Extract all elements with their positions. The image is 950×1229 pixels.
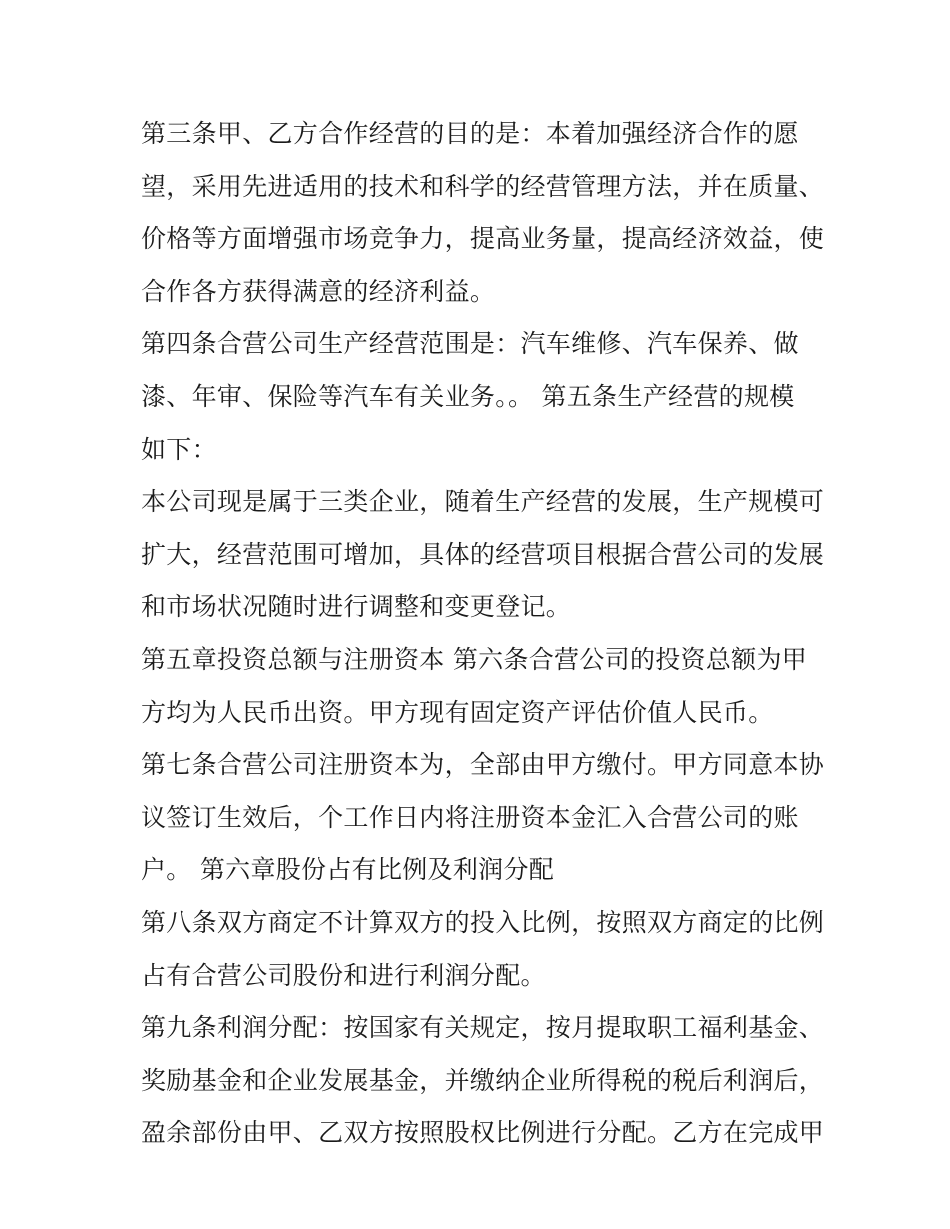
text-line: 漆、年审、保险等汽车有关业务。。 第五条生产经营的规模	[141, 381, 795, 411]
text-line: 议签订生效后，个工作日内将注册资本金汇入合营公司的账	[141, 802, 799, 832]
text-line: 户。 第六章股份占有比例及利润分配	[141, 855, 555, 885]
text-line: 盈余部份由甲、乙双方按照股权比例进行分配。乙方在完成甲	[141, 1118, 825, 1148]
text-line: 价格等方面增强市场竞争力，提高业务量，提高经济效益，使	[141, 224, 825, 254]
text-line: 扩大，经营范围可增加，具体的经营项目根据合营公司的发展	[141, 539, 825, 569]
text-line: 第五章投资总额与注册资本 第六条合营公司的投资总额为甲	[141, 644, 808, 674]
text-line: 望，采用先进适用的技术和科学的经营管理方法，并在质量、	[141, 171, 825, 201]
text-line: 第八条双方商定不计算双方的投入比例，按照双方商定的比例	[141, 907, 825, 937]
text-line: 第三条甲、乙方合作经营的目的是：本着加强经济合作的愿	[141, 119, 799, 148]
text-line: 如下：	[141, 434, 217, 464]
text-line: 合作各方获得满意的经济利益。	[141, 276, 496, 306]
text-line: 第九条利润分配：按国家有关规定，按月提取职工福利基金、	[141, 1013, 825, 1043]
document-body	[141, 108, 831, 1160]
text-line: 本公司现是属于三类企业，随着生产经营的发展，生产规模可	[141, 487, 825, 517]
text-line: 占有合营公司股份和进行利润分配。	[141, 960, 546, 990]
text-line: 和市场状况随时进行调整和变更登记。	[141, 592, 572, 622]
text-line: 方均为人民币出资。甲方现有固定资产评估价值人民币。	[141, 697, 774, 727]
text-line: 奖励基金和企业发展基金，并缴纳企业所得税的税后利润后，	[141, 1065, 825, 1095]
text-line: 第七条合营公司注册资本为，全部由甲方缴付。甲方同意本协	[141, 750, 825, 780]
text-line: 第四条合营公司生产经营范围是：汽车维修、汽车保养、做	[141, 329, 799, 359]
